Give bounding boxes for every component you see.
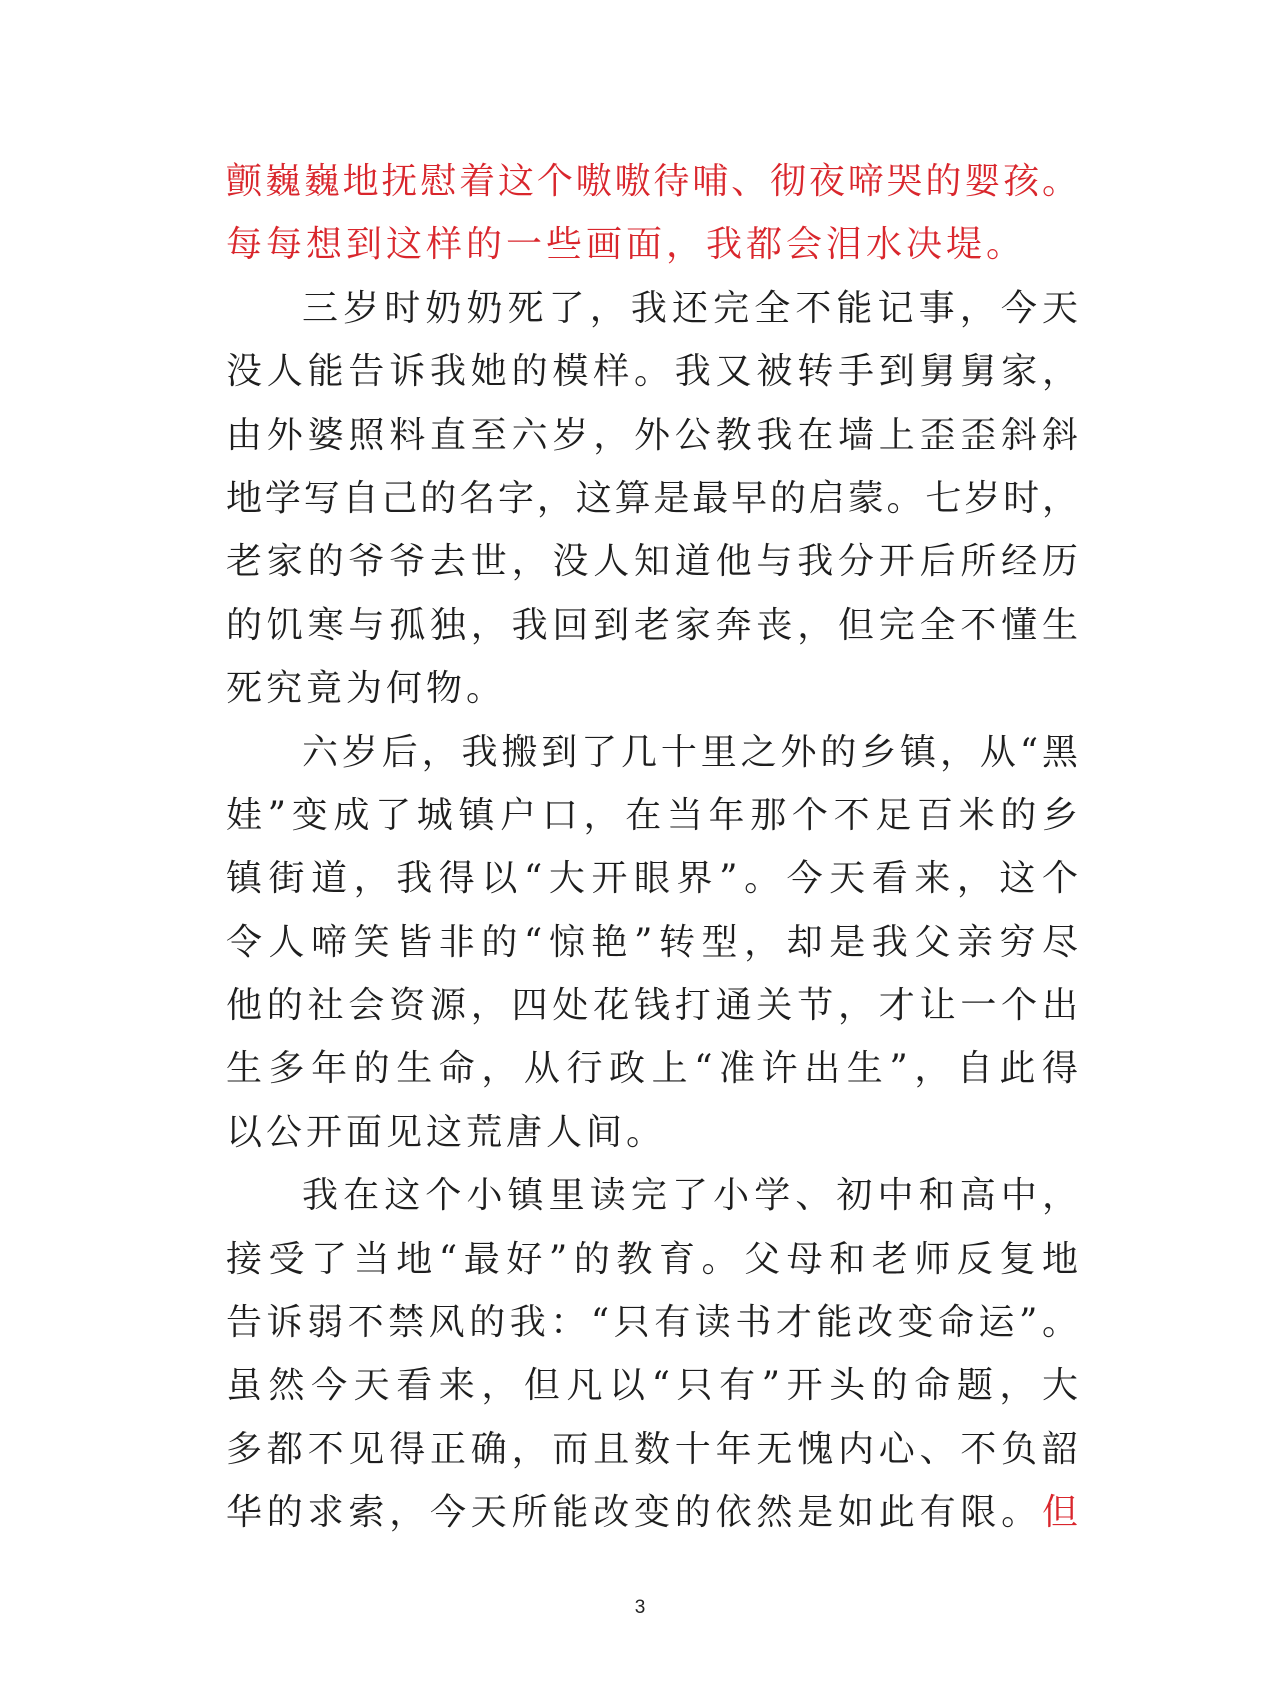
text-line xyxy=(226,1418,1078,1481)
text-line xyxy=(226,1101,1078,1164)
text-line-content: 我在这个小镇里读完了小学、初中和高中， xyxy=(302,1175,1078,1217)
text-line-content: 的饥寒与孤独，我回到老家奔丧，但完全不懂生 xyxy=(226,604,1078,646)
text-line xyxy=(226,657,1078,720)
text-line xyxy=(226,1354,1078,1417)
text-line xyxy=(226,594,1078,657)
text-line-content: 华的求索，今天所能改变的依然是如此有限。 xyxy=(226,1492,1042,1534)
text-line xyxy=(226,847,1078,910)
highlighted-text: 但 xyxy=(1041,1492,1078,1534)
text-line-content: 多都不见得正确，而且数十年无愧内心、不负韶 xyxy=(226,1428,1078,1470)
text-line-content: 死究竟为何物。 xyxy=(226,668,507,710)
text-line-content: 由外婆照料直至六岁，外公教我在墙上歪歪斜斜 xyxy=(226,414,1078,456)
text-line-content: 他的社会资源，四处花钱打通关节，才让一个出 xyxy=(226,985,1078,1027)
text-line xyxy=(226,911,1078,974)
text-line-content: 三岁时奶奶死了，我还完全不能记事，今天 xyxy=(302,287,1078,329)
text-line xyxy=(226,277,1078,340)
text-line-content: 地学写自己的名字，这算是最早的启蒙。七岁时， xyxy=(226,477,1078,519)
text-line xyxy=(226,150,1078,213)
page-number: 3 xyxy=(634,1597,646,1618)
text-line-content: 生多年的生命，从行政上“准许出生”，自此得 xyxy=(226,1048,1078,1090)
text-line xyxy=(226,340,1078,403)
text-line-content: 老家的爷爷去世，没人知道他与我分开后所经历 xyxy=(226,541,1078,583)
text-line xyxy=(226,213,1078,276)
text-line-content: 以公开面见这荒唐人间。 xyxy=(226,1111,667,1153)
text-line xyxy=(226,721,1078,784)
text-line-content: 虽然今天看来，但凡以“只有”开头的命题，大 xyxy=(226,1365,1078,1407)
text-line xyxy=(226,974,1078,1037)
text-line-content: 娃”变成了城镇户口，在当年那个不足百米的乡 xyxy=(226,794,1078,836)
text-line-content: 颤巍巍地抚慰着这个嗷嗷待哺、彻夜啼哭的婴孩。 xyxy=(226,161,1078,202)
text-line xyxy=(226,530,1078,593)
text-line-content: 告诉弱不禁风的我：“只有读书才能改变命运”。 xyxy=(226,1302,1078,1344)
text-line-content: 每每想到这样的一些画面，我都会泪水决堤。 xyxy=(226,224,1027,266)
text-line xyxy=(226,1481,1078,1544)
text-line-content: 接受了当地“最好”的教育。父母和老师反复地 xyxy=(226,1238,1078,1280)
text-line xyxy=(226,1228,1078,1291)
text-line xyxy=(226,784,1078,847)
text-line xyxy=(226,1291,1078,1354)
text-line-content: 镇街道，我得以“大开眼界”。今天看来，这个 xyxy=(226,858,1078,900)
text-line-content: 令人啼笑皆非的“惊艳”转型，却是我父亲穷尽 xyxy=(226,921,1078,963)
text-line xyxy=(226,404,1078,467)
text-line xyxy=(226,1037,1078,1100)
body-text xyxy=(226,150,1078,1545)
text-line xyxy=(226,1164,1078,1227)
text-line-content: 六岁后，我搬到了几十里之外的乡镇，从“黑 xyxy=(302,731,1078,773)
text-line-content: 没人能告诉我她的模样。我又被转手到舅舅家， xyxy=(226,351,1078,393)
text-line xyxy=(226,467,1078,530)
